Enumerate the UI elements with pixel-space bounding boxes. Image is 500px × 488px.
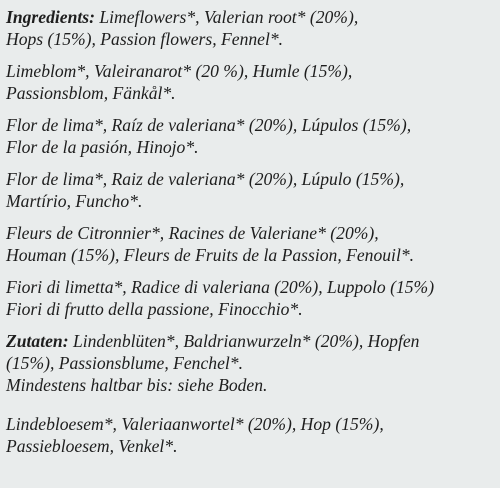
german-line-1 <box>6 330 500 352</box>
spacer <box>6 266 500 276</box>
dutch-line-2: Passiebloesem, Venkel*. <box>6 436 178 456</box>
german-heading: Zutaten: <box>6 331 69 351</box>
french-line-1: Fleurs de Citronnier*, Racines de Valeriane* (20%), <box>6 223 379 243</box>
spacer <box>6 158 500 168</box>
portuguese-line-1: Flor de lima*, Raiz de valeriana* (20%), Lúpulo (15%), <box>6 169 405 189</box>
italian-line-2: Fiori di frutto della passione, Finocchio*. <box>6 299 303 319</box>
english-text-1: Limeflowers*, Valerian root* (20%), <box>94 7 359 27</box>
spacer <box>6 212 500 222</box>
spacer <box>6 396 500 413</box>
italian-line-1: Fiori di limetta*, Radice di valeriana (20%), Luppolo (15%) <box>6 277 435 297</box>
spacer <box>6 320 500 330</box>
german-line-2: (15%), Passionsblume, Fenchel*. <box>6 353 243 373</box>
portuguese-line-2: Martírio, Funcho*. <box>6 191 143 211</box>
spanish-line-1: Flor de lima*, Raíz de valeriana* (20%), Lúpulos (15%), <box>6 115 412 135</box>
german-block <box>6 330 500 396</box>
spacer <box>6 50 500 60</box>
spanish-line-2: Flor de la pasión, Hinojo*. <box>6 137 199 157</box>
swedish-line-1: Limeblom*, Valeiranarot* (20 %), Humle (15%), <box>6 61 353 81</box>
dutch-block <box>6 413 500 457</box>
swedish-line-2: Passionsblom, Fänkål*. <box>6 83 176 103</box>
french-block <box>6 222 500 266</box>
english-line-2: Hops (15%), Passion flowers, Fennel*. <box>6 29 284 49</box>
english-block <box>6 6 500 50</box>
dutch-line-1: Lindebloesem*, Valeriaanwortel* (20%), Hop (15%), <box>6 414 384 434</box>
swedish-block <box>6 60 500 104</box>
spacer <box>6 104 500 114</box>
english-line-1 <box>6 6 500 28</box>
portuguese-block <box>6 168 500 212</box>
spanish-block <box>6 114 500 158</box>
italian-block <box>6 276 500 320</box>
best-before-note: Mindestens haltbar bis: siehe Boden. <box>6 375 268 395</box>
english-heading: Ingredients: <box>6 7 95 27</box>
french-line-2: Houman (15%), Fleurs de Fruits de la Passion, Fenouil*. <box>6 245 415 265</box>
german-text-1: Lindenblüten*, Baldrianwurzeln* (20%), Hopfen <box>68 331 420 351</box>
